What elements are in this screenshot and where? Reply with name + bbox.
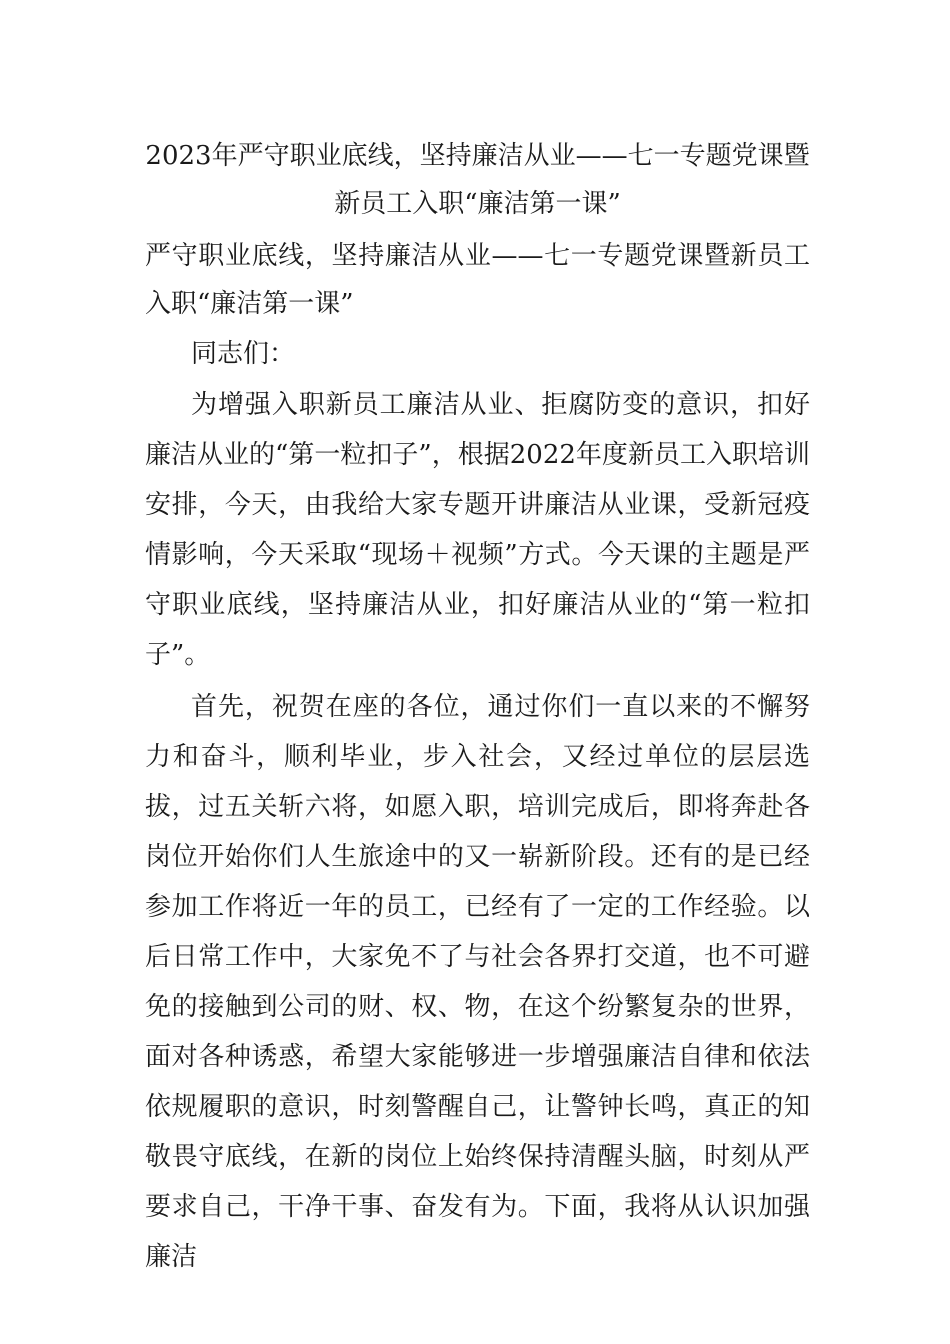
greeting: 同志们： xyxy=(191,339,296,369)
document-subtitle: 严守职业底线，坚持廉洁从业——七一专题党课暨新员工入职“廉洁第一课” xyxy=(145,241,810,319)
title-line-2: 新员工入职“廉洁第一课” xyxy=(334,189,621,219)
document-title xyxy=(145,132,810,228)
title-line-1: 2023年严守职业底线，坚持廉洁从业——七一专题党课暨 xyxy=(145,141,810,171)
paragraph: 为增强入职新员工廉洁从业、拒腐防变的意识，扣好廉洁从业的“第一粒扣子”，根据2022年度新员工入职培训安排，今天，由我给大家专题开讲廉洁从业课，受新冠疫情影响，今天采取“现场＋视频”方式。今天课的主题是严守职业底线，坚持廉洁从业，扣好廉洁从业的“第一粒扣子”。 xyxy=(145,390,810,670)
paragraph: 首先，祝贺在座的各位，通过你们一直以来的不懈努力和奋斗，顺利毕业，步入社会，又经过单位的层层选拔，过五关斩六将，如愿入职，培训完成后，即将奔赴各岗位开始你们人生旅途中的又一崭新阶段。还有的是已经参加工作将近一年的员工，已经有了一定的工作经验。以后日常工作中，大家免不了与社会各界打交道，也不可避免的接触到公司的财、权、物，在这个纷繁复杂的世界，面对各种诱惑，希望大家能够进一步增强廉洁自律和依法依规履职的意识，时刻警醒自己，让警钟长鸣，真正的知敬畏守底线，在新的岗位上始终保持清醒头脑，时刻从严要求自己，干净干事、奋发有为。下面，我将从认识加强廉洁 xyxy=(145,692,810,1272)
